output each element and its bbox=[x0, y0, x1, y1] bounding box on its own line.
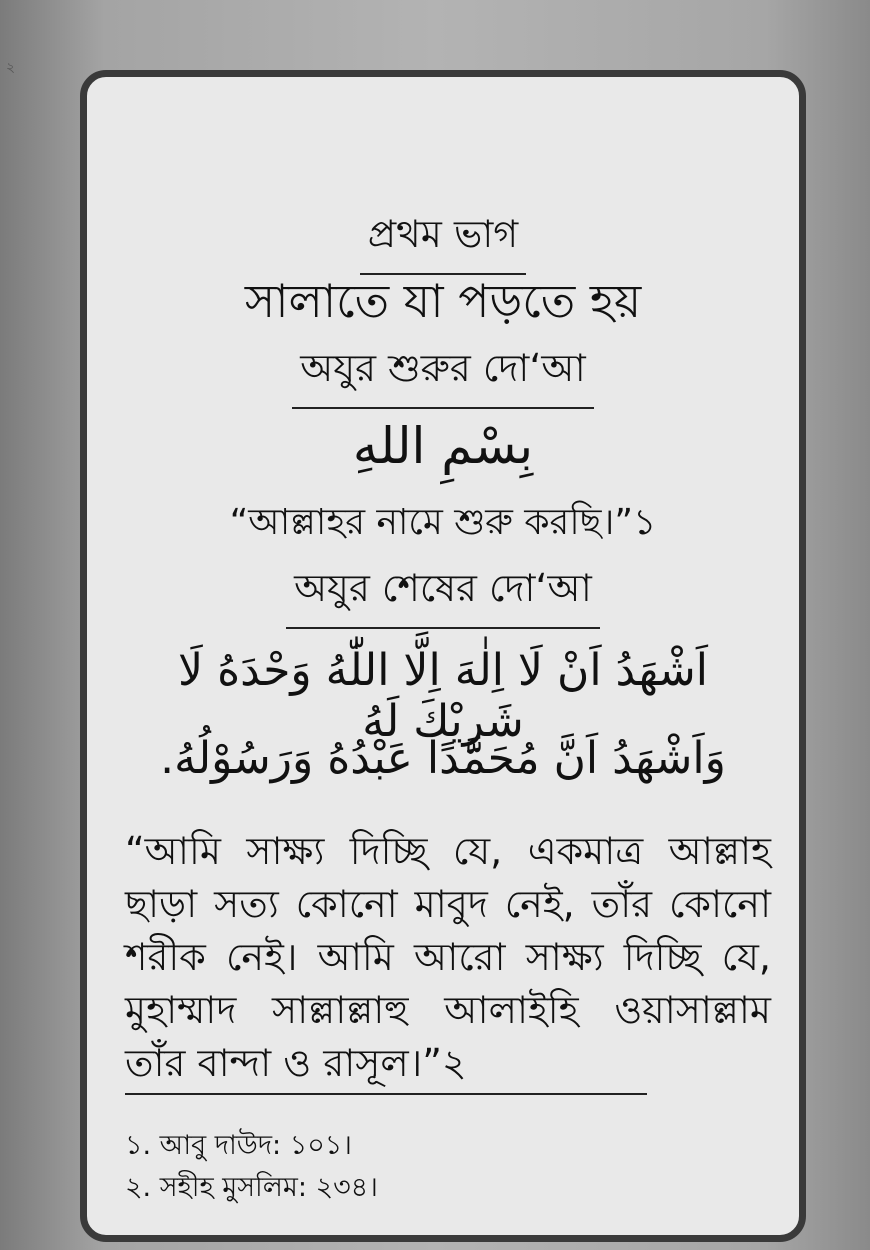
part-label: প্রথম ভাগ bbox=[360, 205, 526, 275]
part-label-block bbox=[87, 205, 799, 275]
bismillah-translation: “আল্লাহর নামে শুরু করছি।”১ bbox=[229, 502, 657, 543]
chapter-title: সালাতে যা পড়তে হয় bbox=[244, 274, 642, 328]
bismillah-arabic: بِسْمِ اللهِ bbox=[352, 417, 534, 475]
wudu-start-heading: অযুর শুরুর দো‘আ bbox=[292, 339, 593, 409]
wudu-end-heading: অযুর শেষের দো‘আ bbox=[286, 559, 600, 629]
book-page bbox=[80, 70, 806, 1242]
footnote-list bbox=[125, 1125, 771, 1209]
shahada-arabic-line-2: وَاَشْهَدُ اَنَّ مُحَمَّدًا عَبْدُهُ وَرَسُوْلُهُ. bbox=[160, 733, 726, 784]
footnote-item: ২. সহীহ মুসলিম: ২৩৪। bbox=[125, 1172, 378, 1203]
footnote-item: ১. আবু দাউদ: ১০১। bbox=[125, 1130, 352, 1161]
corner-mark: ২ bbox=[6, 60, 16, 76]
shahada-arabic-line-1: اَشْهَدُ اَنْ لَا اِلٰهَ اِلَّا اللّٰهُ وَحْدَهُ لَا شَرِيْكَ لَهُ bbox=[177, 645, 709, 747]
wudu-end-heading-block bbox=[87, 559, 799, 629]
wudu-start-heading-block bbox=[87, 339, 799, 409]
shahada-translation: “আমি সাক্ষ্য দিচ্ছি যে, একমাত্র আল্লাহ ছাড়া সত্য কোনো মাবুদ নেই, তাঁর কোনো শরীক নেই। আমি আরো সাক্ষ্য দিচ্ছি যে, মুহাম্মাদ সাল্লাল্লাহু আলাইহি ওয়াসাল্লাম তাঁর বান্দা ও রাসূল।”২ bbox=[125, 829, 771, 1085]
footnote-divider bbox=[125, 1093, 647, 1095]
